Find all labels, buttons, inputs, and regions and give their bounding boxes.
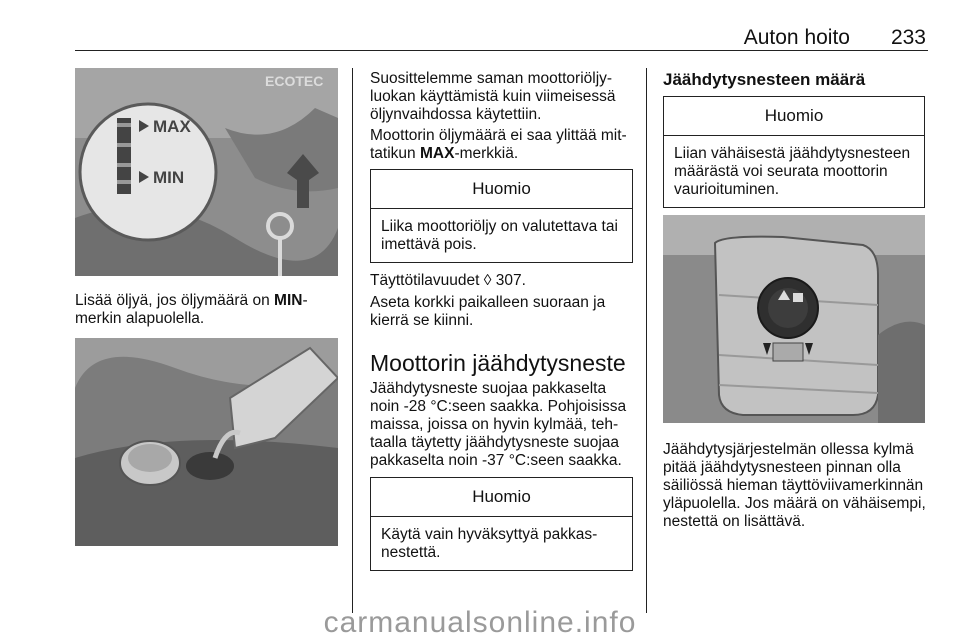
oil-max-paragraph xyxy=(370,127,635,163)
reference-icon: ◊ xyxy=(483,272,492,289)
notice-title: Huomio xyxy=(371,478,632,517)
column-divider xyxy=(352,68,353,613)
watermark: carmanualsonline.info xyxy=(323,606,637,639)
capacity-reference xyxy=(370,272,635,290)
dipstick-illustration xyxy=(75,68,338,276)
column-2-text-top xyxy=(370,70,635,163)
paragraph: Jäähdytysjärjestelmän ollessa kylmä pitää jäähdytysnesteen pinnan olla säiliössä hieman täyttöviivamerkinnän yläpuolella. Jos määrä on vähäisempi, nestettä on lisättävä. xyxy=(663,441,926,530)
subsection-heading: Jäähdytysnesteen määrä xyxy=(663,70,866,89)
notice-title: Huomio xyxy=(371,170,632,209)
notice-body: Liika moottoriöljy on valutettava tai imettävä pois. xyxy=(381,218,618,253)
engine-badge: ECOTEC xyxy=(265,73,324,89)
page-header xyxy=(75,22,928,51)
oil-level-paragraph xyxy=(75,292,340,328)
oil-filling-illustration xyxy=(75,338,338,546)
notice-box xyxy=(663,96,925,208)
min-label: MIN xyxy=(153,168,185,187)
coolant-section xyxy=(370,350,635,470)
column-divider xyxy=(646,68,647,613)
cap-paragraph: Aseta korkki paikalleen suoraan ja kierrä se kiinni. xyxy=(370,294,606,329)
notice-box xyxy=(370,477,633,571)
coolant-level-paragraph xyxy=(663,441,928,531)
notice-box xyxy=(370,169,633,263)
text: Lisää öljyä, jos öljymäärä on xyxy=(75,292,275,309)
text: Täyttötilavuudet xyxy=(370,272,484,289)
coolant-reservoir-illustration xyxy=(663,215,925,423)
section-heading: Moottorin jäähdytysneste xyxy=(370,350,626,376)
text: -merkin alapuolella. xyxy=(75,292,308,327)
text: -merkkiä. xyxy=(454,145,519,162)
notice-body: Liian vähäisestä jäähdytysnesteen määrästä voi seurata moottorin vaurioituminen. xyxy=(674,145,911,198)
oil-recommendation-paragraph: Suosittelemme saman moottoriöljyluokan käyttämistä kuin viimeisessä öljynvaihdossa käytettiin. xyxy=(370,70,616,123)
max-label: MAX xyxy=(153,117,191,136)
min-mark: MIN xyxy=(274,292,303,309)
coolant-paragraph: Jäähdytysneste suojaa pakkaselta noin -28 °C:seen saakka. Pohjoisissa maissa, joissa on hyvin kylmää, tehtaalla täytetty jäähdytysneste suojaa pakkaselta noin -37 °C:seen saakka. xyxy=(370,380,627,469)
section-title: Auton hoito xyxy=(743,26,850,49)
page-number: 233 xyxy=(890,26,926,49)
max-mark: MAX xyxy=(419,145,455,162)
coolant-level-heading-wrap xyxy=(663,70,928,90)
text: 307. xyxy=(491,272,526,289)
column-2-text-mid xyxy=(370,272,635,330)
notice-body: Käytä vain hyväksyttyä pakkasnestettä. xyxy=(381,526,598,561)
text: Moottorin öljymäärä ei saa ylittää mittatikun xyxy=(370,127,627,162)
notice-title: Huomio xyxy=(664,97,924,136)
